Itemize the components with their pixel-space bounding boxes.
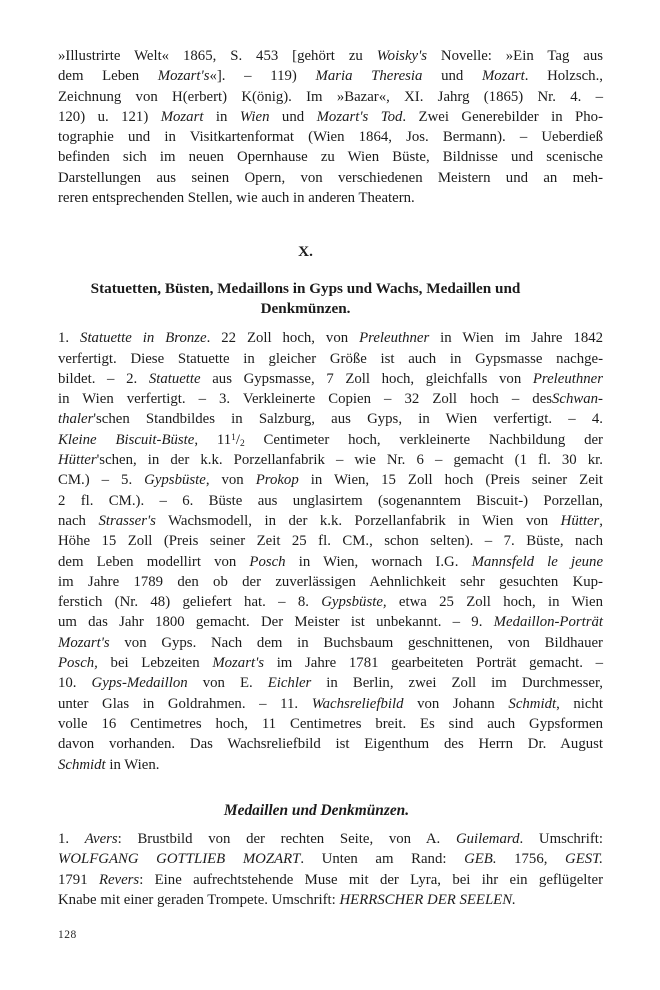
text-line: Zeichnung von H(erbert) K(önig). Im »Bazar«, XI. Jahrg (1865) Nr. 4. – [58, 88, 603, 105]
text-line: CM.) – 5. Gypsbüste, von Prokop in Wien, 15 Zoll hoch (Preis seiner Zeit [58, 472, 604, 489]
text-line: um das Jahr 1800 gemacht. Der Meister ist unbekannt. – 9. Medaillon-Porträt [58, 614, 603, 631]
text-line: reren entsprechenden Stellen, wie auch in anderen Theatern. [58, 190, 415, 207]
text-line: X. [298, 243, 313, 261]
text-line: 10. Gyps-Medaillon von E. Eichler in Berlin, zwei Zoll im Durchmesser, [58, 675, 604, 692]
text-line: ferstich (Nr. 48) geliefert hat. – 8. Gypsbüste, etwa 25 Zoll hoch, in Wien [58, 594, 603, 611]
text-line: verfertigt. Diese Statuette in gleicher Größe ist auch in Gypsmasse nachge- [58, 350, 603, 367]
text-line: Statuetten, Büsten, Medaillons in Gyps und Wachs, Medaillen und [90, 279, 521, 297]
text-line: Medaillen und Denkmünzen. [223, 801, 410, 819]
text-line: Posch, bei Lebzeiten Mozart's im Jahre 1781 gearbeiteten Porträt gemacht. – [58, 655, 603, 672]
page-text-column [58, 46, 603, 910]
text-line: Knabe mit einer geraden Trompete. Umschrift: HERRSCHER DER SEELEN. [58, 891, 516, 908]
text-line: tographie und in Visitkartenformat (Wien 1864, Jos. Bermann). – Ueberdieß [58, 129, 603, 146]
text-line: befinden sich im neuen Opernhause zu Wien Büste, Bildnisse und scenische [58, 149, 603, 166]
text-line: bildet. – 2. Statuette aus Gypsmasse, 7 Zoll hoch, gleichfalls von Preleuthner [58, 370, 603, 387]
text-line: dem Leben modellirt von Posch in Wien, wornach I.G. Mannsfeld le jeune [58, 553, 604, 570]
text-line: WOLFGANG GOTTLIEB MOZART. Unten am Rand: GEB. 1756, GEST. [58, 851, 603, 868]
text-line: 2 fl. CM.). – 6. Büste aus unglasirtem (sogenanntem Biscuit-) Porzellan, [58, 492, 603, 509]
medals-title [58, 801, 575, 821]
text-line: Darstellungen aus seinen Opern, von verschiedenen Meistern und an meh- [58, 169, 603, 186]
intro-paragraph [58, 46, 603, 208]
text-line: 1. Statuette in Bronze. 22 Zoll hoch, von Preleuthner in Wien im Jahre 1842 [58, 330, 604, 347]
text-line: dem Leben Mozart's«]. – 119) Maria Theresia und Mozart. Holzsch., [58, 68, 603, 85]
text-line: 1. Avers: Brustbild von der rechten Seite, von A. Guilemard. Umschrift: [58, 831, 603, 848]
text-line: thaler'schen Standbildes in Salzburg, aus Gyps, in Wien verfertigt. – 4. [58, 411, 603, 428]
section-title [58, 279, 553, 320]
text-line: Schmidt in Wien. [58, 756, 160, 773]
text-line: im Jahre 1789 den ob der zuverlässigen Aehnlichkeit sehr gesuchten Kup- [58, 573, 603, 590]
text-line: Mozart's von Gyps. Nach dem in Buchsbaum geschnittenen, von Bildhauer [58, 634, 603, 651]
text-line: Denkmünzen. [260, 299, 351, 317]
text-line: volle 16 Centimetres hoch, 11 Centimetres breit. Es sind auch Gypsformen [58, 715, 603, 732]
text-line: »Illustrirte Welt« 1865, S. 453 [gehört zu Woisky's Novelle: »Ein Tag aus [58, 48, 603, 64]
medals-paragraph [58, 829, 603, 910]
text-line: in Wien verfertigt. – 3. Verkleinerte Copien – 32 Zoll hoch – desSchwan- [58, 391, 603, 408]
text-line: nach Strasser's Wachsmodell, in der k.k. Porzellanfabrik in Wien von Hütter, [58, 512, 603, 529]
text-line: Kleine Biscuit-Büste, $11^1/_2$ Centimeter hoch, verkleinerte Nachbildung der [58, 431, 603, 449]
text-line: 1791 Revers: Eine aufrechtstehende Muse mit der Lyra, bei ihr ein geflügelter [58, 871, 604, 888]
text-line: unter Glas in Goldrahmen. – 11. Wachsreliefbild von Johann Schmidt, nicht [58, 695, 603, 712]
chapter-number [58, 242, 553, 262]
text-line: Hütter'schen, in der k.k. Porzellanfabrik – wie Nr. 6 – gemacht (1 fl. 30 kr. [58, 452, 603, 469]
catalog-paragraph [58, 328, 603, 775]
text-line: 120) u. 121) Mozart in Wien und Mozart's Tod. Zwei Generebilder in Pho- [58, 108, 603, 125]
text-line: davon vorhanden. Das Wachsreliefbild ist Eigenthum des Herrn Dr. August [58, 736, 603, 753]
text-line: Höhe 15 Zoll (Preis seiner Zeit 25 fl. CM., schon selten). – 7. Büste, nach [58, 533, 603, 550]
page-number: 128 [58, 929, 77, 941]
